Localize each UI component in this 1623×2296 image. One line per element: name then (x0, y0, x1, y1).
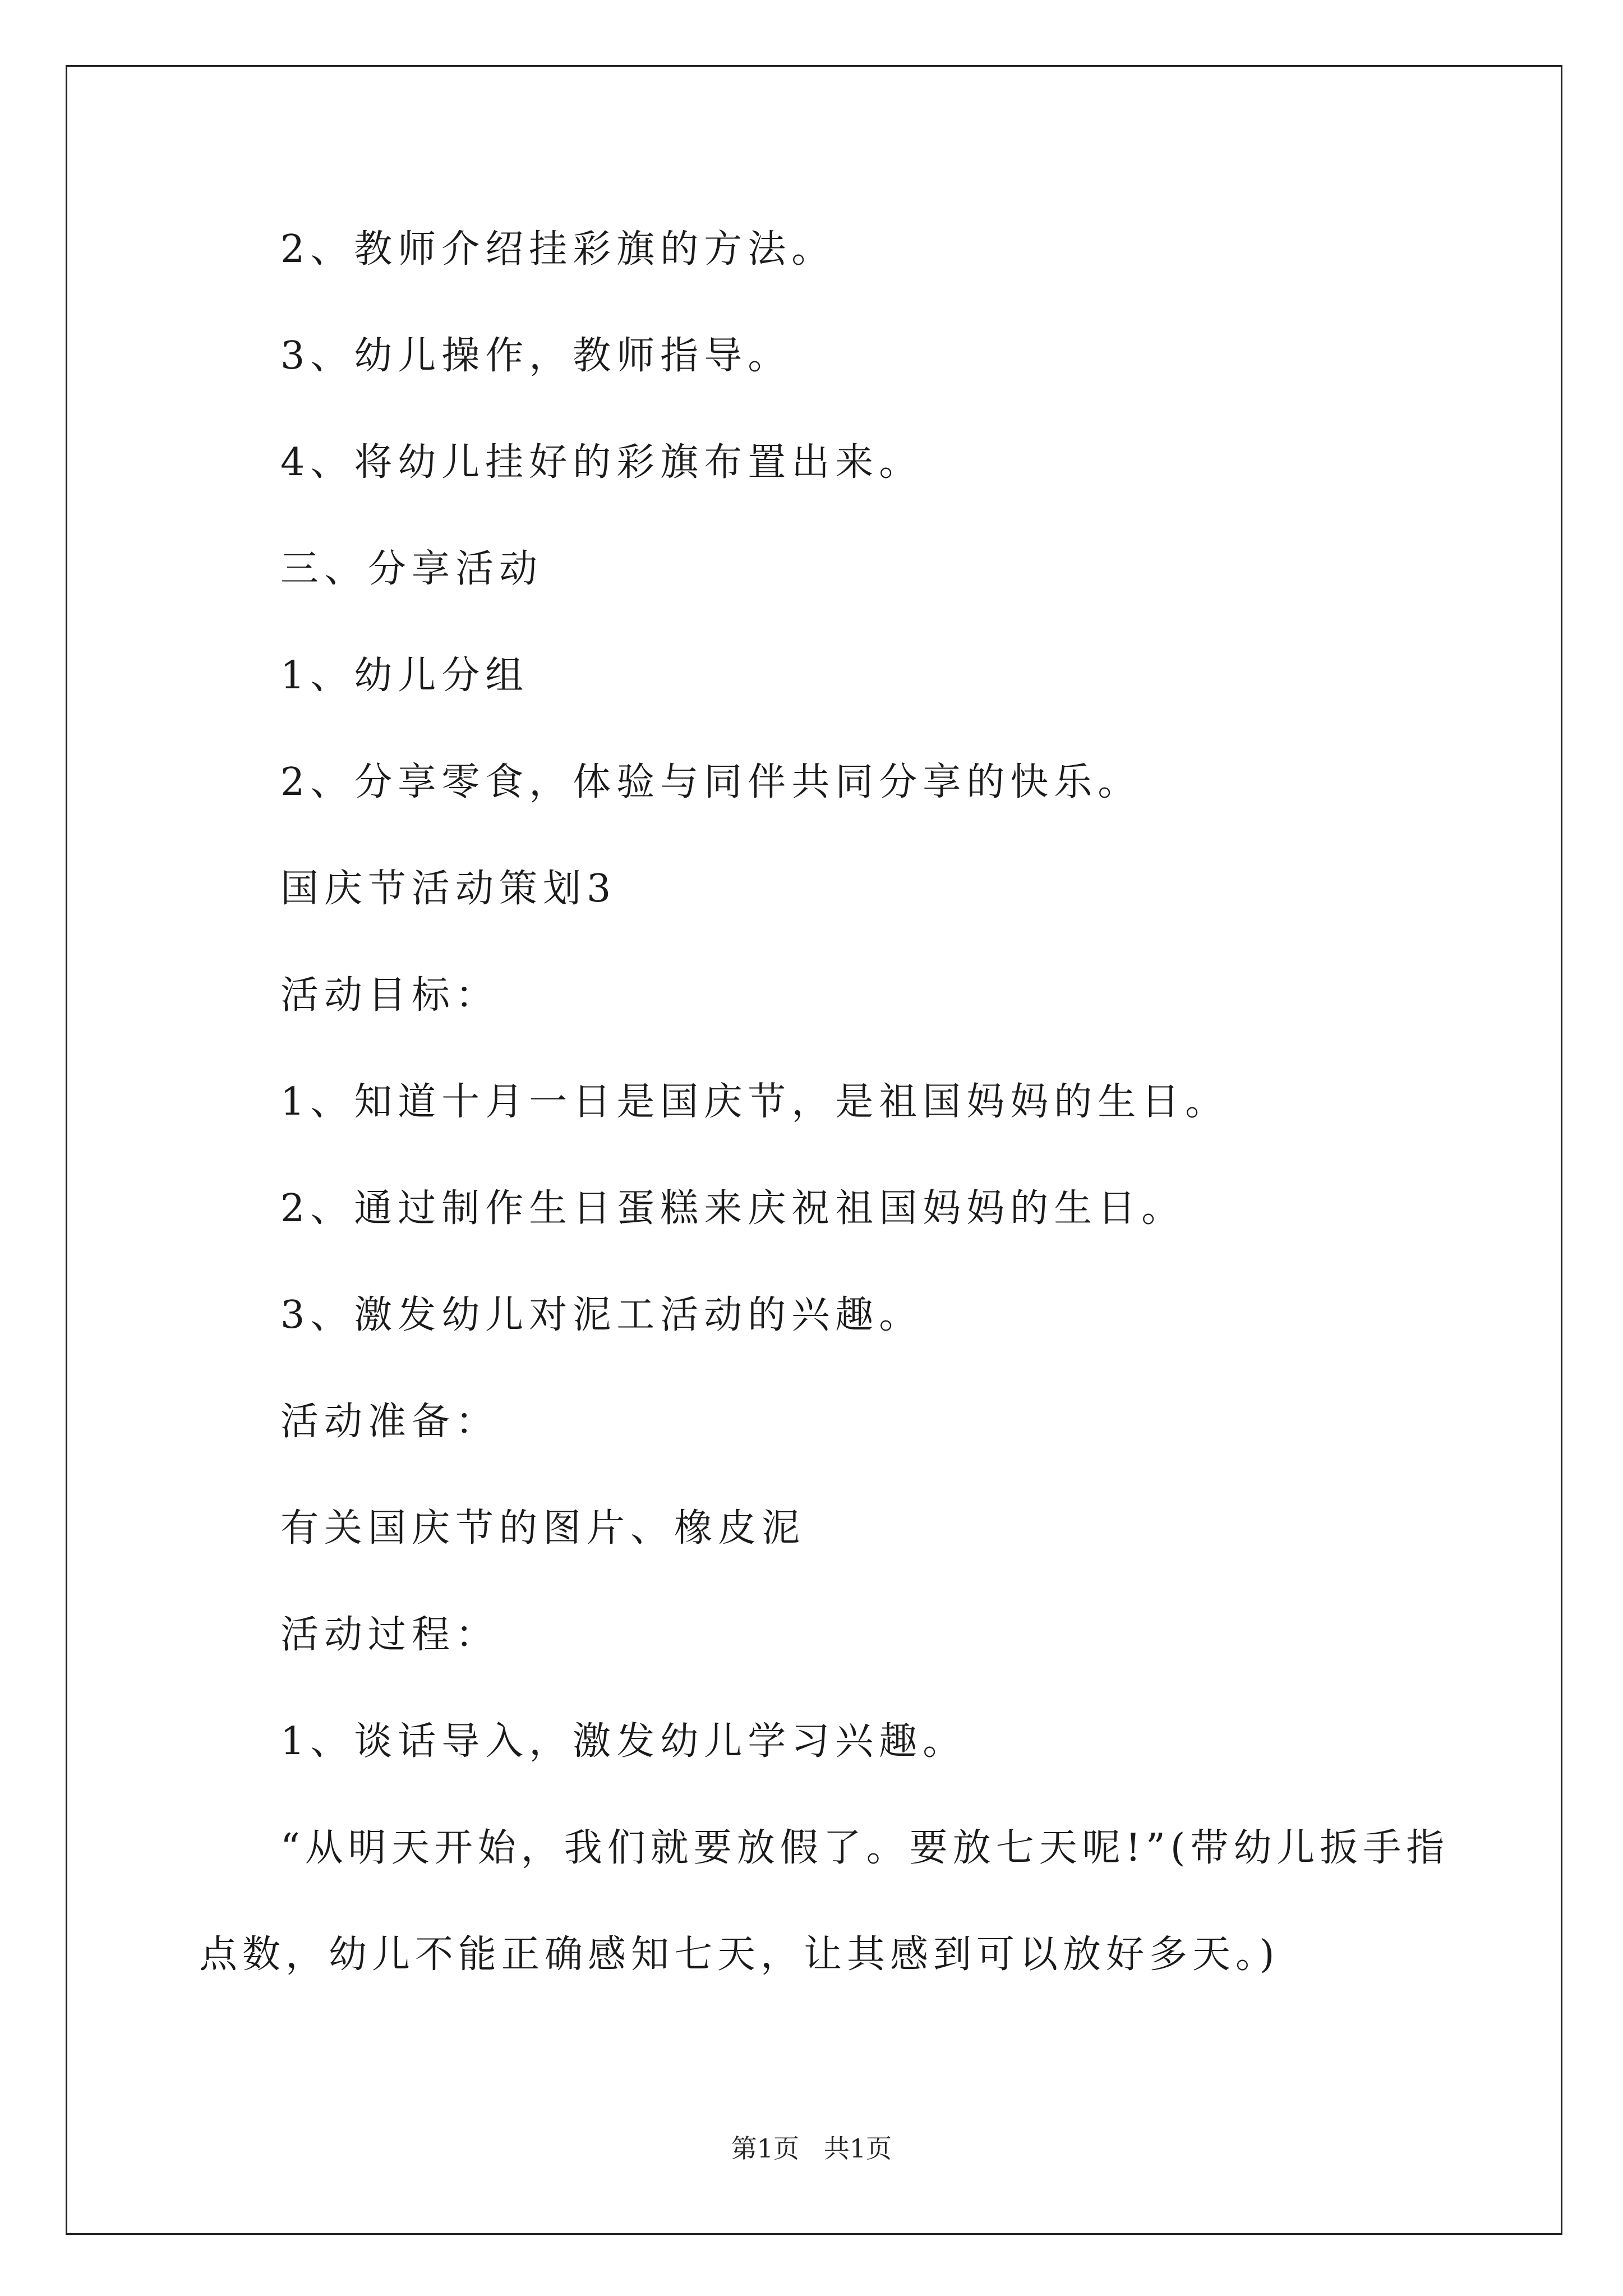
paragraph-materials: 有关国庆节的图片、橡皮泥 (280, 1506, 806, 1550)
heading-plan-3: 国庆节活动策划3 (280, 867, 617, 911)
paragraph-share-step-2: 2、分享零食，体验与同伴共同分享的快乐。 (280, 760, 1142, 804)
heading-preparation: 活动准备： (280, 1400, 500, 1444)
paragraph-step-3-operate: 3、幼儿操作，教师指导。 (280, 334, 792, 378)
paragraph-quote-line-1: “从明天开始，我们就要放假了。要放七天呢!”(带幼儿扳手指 (280, 1826, 1450, 1870)
heading-goals: 活动目标： (280, 973, 500, 1018)
page-border (66, 65, 1562, 2235)
paragraph-goal-1: 1、知道十月一日是国庆节，是祖国妈妈的生日。 (280, 1080, 1229, 1124)
paragraph-step-4-arrange: 4、将幼儿挂好的彩旗布置出来。 (280, 440, 923, 485)
paragraph-goal-2: 2、通过制作生日蛋糕来庆祝祖国妈妈的生日。 (280, 1186, 1186, 1231)
paragraph-goal-3: 3、激发幼儿对泥工活动的兴趣。 (280, 1293, 923, 1337)
page-footer: 第1页 共1页 (731, 2133, 892, 2164)
paragraph-step-2-flags: 2、教师介绍挂彩旗的方法。 (280, 227, 836, 272)
heading-process: 活动过程： (280, 1613, 500, 1657)
paragraph-process-step-1: 1、谈话导入，激发幼儿学习兴趣。 (280, 1719, 967, 1764)
section-heading-share: 三、分享活动 (280, 547, 543, 591)
paragraph-quote-line-2: 点数，幼儿不能正确感知七天，让其感到可以放好多天。) (199, 1932, 1280, 1977)
paragraph-share-step-1: 1、幼儿分组 (280, 654, 529, 698)
